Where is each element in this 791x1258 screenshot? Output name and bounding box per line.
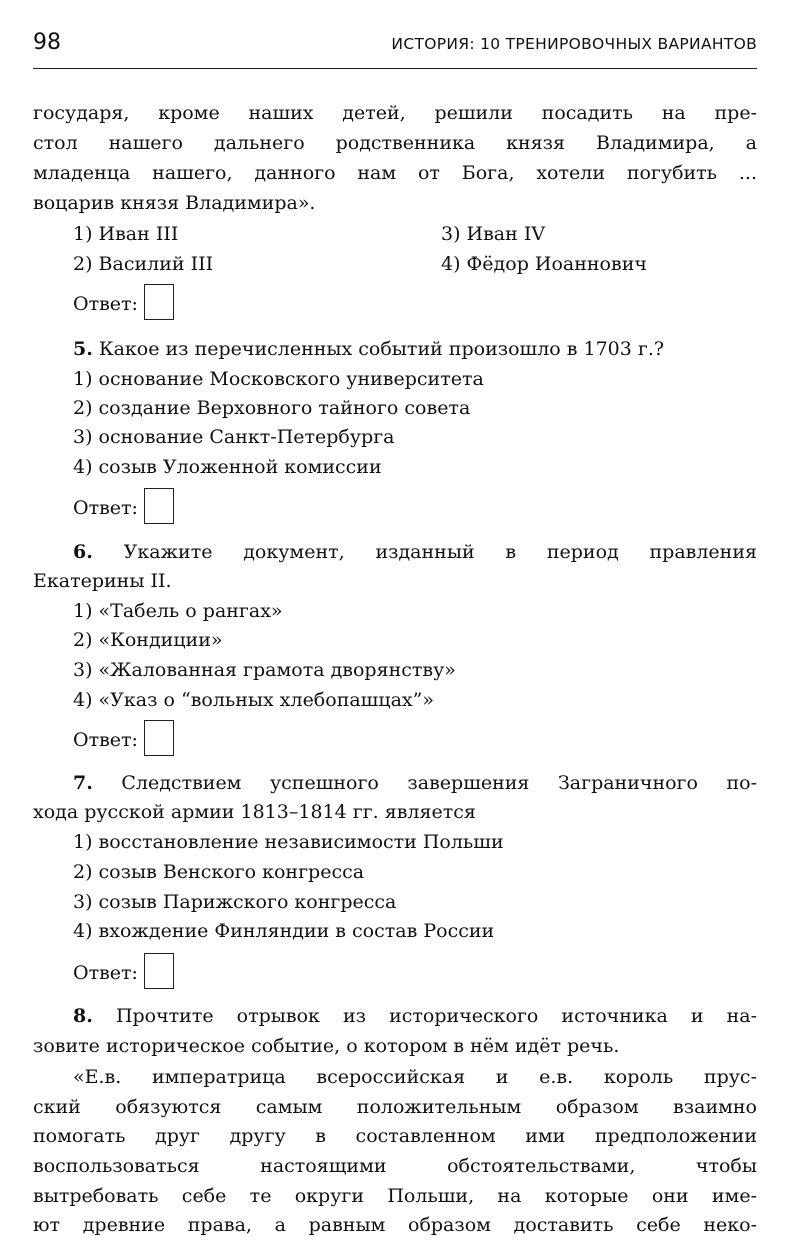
q7-answer-box[interactable] [144, 953, 174, 989]
answer-label: Ответ: [73, 497, 138, 519]
q8-quote-line: помогать друг другу в составленном ими предположении [33, 1125, 757, 1147]
q5-option-1: 1) основание Московского университета [73, 368, 484, 390]
q8-quote-line: воспользоваться настоящими обстоятельствами, чтобы [33, 1155, 757, 1177]
q8-text-line: Прочтите отрывок из исторического источника и на- [115, 1005, 758, 1027]
q6-option-4: 4) «Указ о “вольных хлебопашцах”» [73, 689, 434, 711]
q6-answer-box[interactable] [144, 720, 174, 756]
q7-text-line: Следствием успешного завершения Заграничного по- [121, 772, 757, 794]
q7-option-2: 2) созыв Венского конгресса [73, 861, 365, 883]
q4-text-line: стол нашего дальнего родственника князя Владимира, а [33, 132, 757, 154]
q4-answer [73, 286, 174, 316]
page-header [33, 28, 757, 69]
q7-option-4: 4) вхождение Финляндии в состав России [73, 920, 495, 942]
q5-option-3: 3) основание Санкт-Петербурга [73, 426, 395, 448]
q8-number: 8. [73, 1005, 93, 1027]
q6-number: 6. [73, 541, 93, 563]
q4-option-3: 3) Иван IV [441, 223, 546, 245]
q8-question-line [33, 1001, 757, 1031]
q6-option-2: 2) «Кондиции» [73, 629, 223, 651]
q6-text-line: Екатерины II. [33, 570, 172, 592]
answer-label: Ответ: [73, 962, 138, 984]
q6-option-1: 1) «Табель о рангах» [73, 600, 283, 622]
q7-text-line: хода русской армии 1813–1814 гг. является [33, 801, 476, 823]
q6-question-line [33, 537, 757, 567]
q4-text-line: государя, кроме наших детей, решили посадить на пре- [33, 102, 757, 124]
q8-quote-line: ют древние права, а равным образом доставить себе неко- [33, 1214, 757, 1236]
q7-option-1: 1) восстановление независимости Польши [73, 831, 504, 853]
q5-number: 5. [73, 338, 93, 360]
q5-option-2: 2) создание Верховного тайного совета [73, 397, 471, 419]
page-number: 98 [33, 30, 61, 55]
q7-question-line [33, 768, 757, 798]
running-title: ИСТОРИЯ: 10 ТРЕНИРОВОЧНЫХ ВАРИАНТОВ [391, 35, 757, 53]
q4-option-1: 1) Иван III [73, 223, 179, 245]
q6-text-line: Укажите документ, изданный в период правления [123, 541, 757, 563]
q5-answer [73, 490, 174, 520]
answer-label: Ответ: [73, 293, 138, 315]
q8-quote-line: «Е.в. императрица всероссийская и е.в. король прус- [73, 1066, 757, 1088]
q5-question [73, 334, 664, 364]
q5-text: Какое из перечисленных событий произошло в 1703 г.? [98, 338, 665, 360]
q7-number: 7. [73, 772, 93, 794]
q8-quote-line: ский обязуются самым положительным образом взаимно [33, 1096, 757, 1118]
q7-option-3: 3) созыв Парижского конгресса [73, 891, 397, 913]
q5-option-4: 4) созыв Уложенной комиссии [73, 456, 382, 478]
q4-option-2: 2) Василий III [73, 253, 214, 275]
answer-label: Ответ: [73, 729, 138, 751]
q4-text-line: младенца нашего, данного нам от Бога, хотели погубить ... [33, 162, 757, 184]
q7-answer [73, 955, 174, 985]
q6-answer [73, 722, 174, 752]
q4-option-4: 4) Фёдор Иоаннович [441, 253, 647, 275]
q4-text-line: воцарив князя Владимира». [33, 192, 316, 214]
q4-answer-box[interactable] [144, 284, 174, 320]
q5-answer-box[interactable] [144, 488, 174, 524]
q8-text-line: зовите историческое событие, о котором в нём идёт речь. [33, 1035, 620, 1057]
q6-option-3: 3) «Жалованная грамота дворянству» [73, 659, 456, 681]
q8-quote-line: вытребовать себе те округи Польши, на которые они име- [33, 1185, 757, 1207]
